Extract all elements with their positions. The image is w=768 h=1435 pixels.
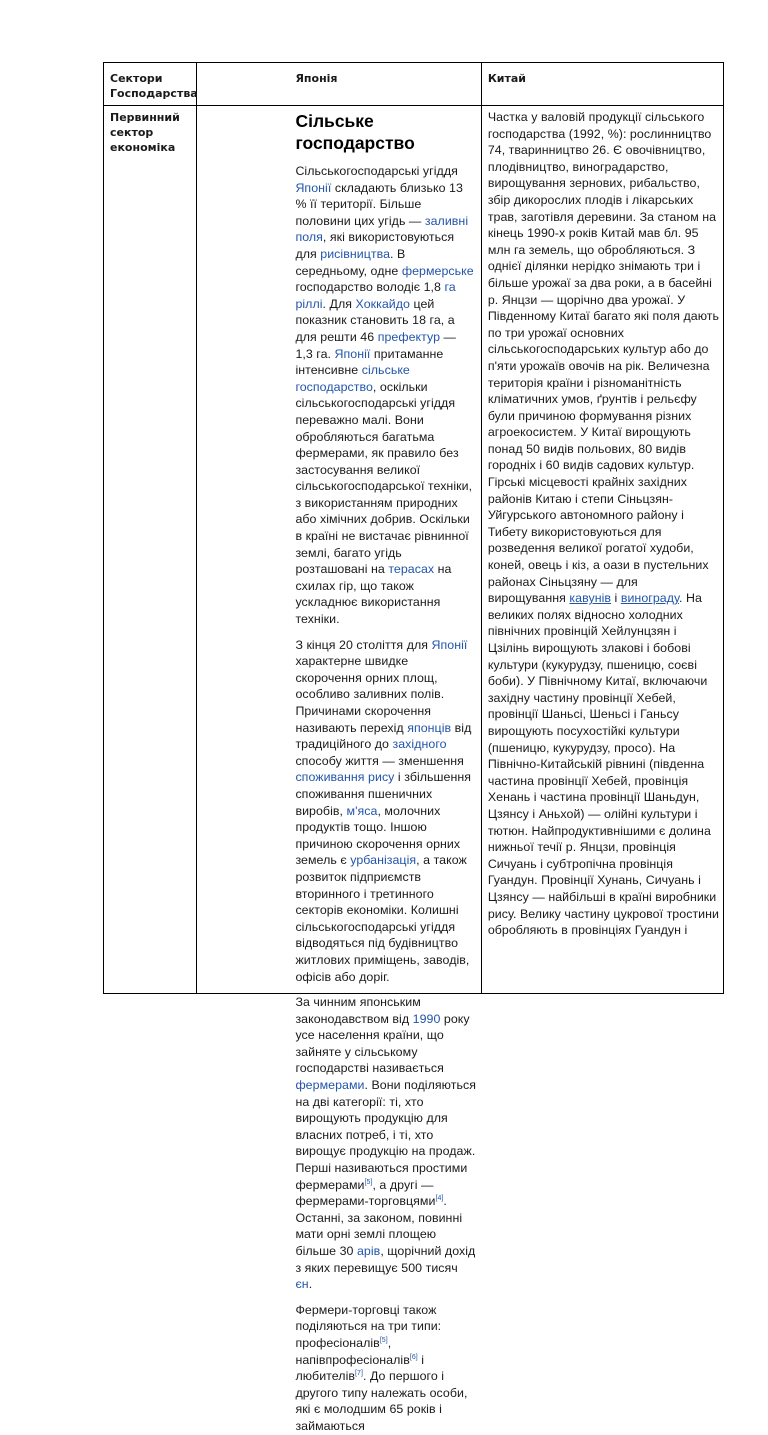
footnote-ref[interactable]: [7] bbox=[355, 1370, 363, 1378]
text-run: . До першого і другого типу належать особи, які є молодшим 65 років і займаються bbox=[295, 1369, 468, 1433]
text-run: від традиційного до bbox=[295, 720, 472, 752]
text-run: цей показник становить 18 га, а для решти 46 bbox=[295, 296, 455, 344]
wiki-link[interactable]: терасах bbox=[388, 562, 435, 577]
primary-sector-row bbox=[104, 106, 724, 994]
text-run: , напівпрофесіоналів bbox=[295, 1335, 410, 1367]
text-run: , а також розвиток підприємств вторинного і третинного секторів економіки. Колишні сільськогосподарські угіддя відводяться під будівництво житлових приміщень, заводів, офісів або доріг. bbox=[295, 853, 470, 984]
text-run: З кінця 20 століття для bbox=[295, 637, 432, 652]
wiki-link[interactable]: фермерами bbox=[295, 1078, 365, 1093]
footnote-ref[interactable]: [6] bbox=[409, 1353, 418, 1361]
underlined-link[interactable]: кавунів bbox=[569, 591, 612, 606]
text-run: . В середньому, одне bbox=[295, 246, 406, 278]
wiki-link[interactable]: рисівництва bbox=[320, 246, 391, 261]
text-run: способу життя — зменшення bbox=[295, 753, 464, 768]
text-run: року усе населення країни, що зайняте у сільському господарстві називається bbox=[295, 1011, 470, 1076]
sector-label: Первинний сектор економіка bbox=[104, 106, 197, 994]
japan-paragraph-2 bbox=[295, 637, 476, 985]
wiki-link[interactable]: заливні поля bbox=[295, 213, 469, 245]
china-cell bbox=[481, 106, 723, 994]
text-run: За чинним японським законодавством від bbox=[295, 995, 421, 1026]
text-run: , щорічний дохід з яких перевищує 500 тисяч bbox=[295, 1244, 476, 1275]
text-run: Сільськогосподарські угіддя bbox=[295, 164, 458, 178]
text-run: . Для bbox=[322, 296, 356, 311]
text-run: , які використовуються для bbox=[295, 230, 455, 261]
wiki-link[interactable]: споживання рису bbox=[295, 770, 395, 785]
header-china: Китай bbox=[481, 63, 723, 106]
japan-paragraph-3 bbox=[295, 994, 476, 1293]
japan-cell bbox=[197, 106, 481, 1433]
wiki-link[interactable]: японців bbox=[407, 720, 452, 735]
footnote-ref[interactable]: [5] bbox=[379, 1336, 388, 1344]
japan-section-title: Сільське господарство bbox=[295, 111, 415, 153]
header-japan: Японія bbox=[197, 63, 481, 106]
text-run: . Останні, за законом, повинні мати орні землі площею більше 30 bbox=[295, 1194, 463, 1258]
text-run: і bbox=[611, 591, 621, 606]
text-run: , молочних продуктів тощо. Іншою причиною скорочення орних земель є bbox=[295, 803, 461, 868]
japan-paragraph-1 bbox=[295, 163, 476, 628]
header-sectors: Сектори Господарства bbox=[104, 63, 197, 106]
text-run: і збільшення споживання пшеничних виробів, bbox=[295, 770, 472, 818]
text-run: . На великих полях відносно холодних північних провінцій Хейлунцзян і Цзілінь вирощують злакові і бобові культури (кукурудзу, пшеницю, соєві боби). У Північному Китаї, включаючи західну частину провінції Хебей, провінції Шаньсі, Шеньсі і Ганьсу вирощують посухостійкі культури (пшеницю, кукурудзу, просо). На Північно-Китайській рівнині (південна частина провінції Хебей, провінція Хенань і частина провінції Шаньдун, Цзянсу і Аньхой) — олійні культури і тютюн. Найпродуктивнішими є долина нижньої течії р. Янцзи, провінція Сичуань і субтропічна провінція Гуандун. Провінції Хунань, Сичуань і Цзянсу — найбільші в країні виробники рису. Велику частину цукрової тростини обробляють в провінціях Гуандун і bbox=[487, 591, 719, 938]
wiki-link[interactable]: м'яса bbox=[346, 803, 378, 818]
text-run: , а другі — фермерами-торговцями bbox=[295, 1177, 436, 1209]
china-text bbox=[488, 109, 719, 992]
wiki-link[interactable]: сільське господарство bbox=[295, 363, 410, 394]
text-run: притаманне інтенсивне bbox=[295, 346, 444, 378]
text-run: . bbox=[308, 1277, 313, 1292]
text-run: . Вони поділяються на дві категорії: ті, хто вирощують продукцію для власних потреб, і ті, хто вирощує продукцію на продаж. Перші називаються простими фермерами bbox=[295, 1078, 476, 1192]
wiki-link[interactable]: західного bbox=[392, 737, 447, 752]
wiki-link[interactable]: єн bbox=[295, 1277, 309, 1292]
text-run: , оскільки сільськогосподарські угіддя переважно малі. Вони обробляються багатьма фермерами, як правило без застосування великої сільськогосподарської техніки, з використанням природних або хімічних добрив. Оскільки в країні не вистачає рівнинної землі, багато угідь розташовані на bbox=[295, 379, 473, 577]
sectors-table bbox=[103, 62, 724, 1433]
wiki-link[interactable]: Японії bbox=[431, 637, 468, 652]
wiki-link[interactable]: арів bbox=[356, 1244, 381, 1258]
wiki-link[interactable]: урбанізація bbox=[350, 853, 417, 868]
wiki-link[interactable]: 1990 bbox=[412, 1011, 441, 1026]
text-run: Частка у валовій продукції сільського господарства (1992, %): рослинництво 74, тваринництво 26. Є овочівництво, плодівництво, виноградарство, вирощування зернових, рибальство, збір дикорослих плодів і лікарських трав, заготівля деревини. За станом на кінець 1990-х років Китай мав бл. 95 млн га земель, що обробляються. З однієї ділянки нерідко знімають три і більше урожаї за два роки, а в басейні р. Янцзи — щорічно два урожаї. У Південному Китаї багато які поля дають по три урожаї основних сільськогосподарських культур або до п'яти урожаїв овочів на рік. Величезна територія країни і різноманітність кліматичних умов, ґрунтів і рельєфу були причиною формування різних агроекосистем. У Китаї вирощують понад 50 видів польових, 80 видів городніх і 60 видів садових культур. Гірські місцевості крайніх західних районів Китаю і степи Сіньцзян-Уйгурського автономного району і Тибету використовуються для розведення великої рогатої худоби, коней, овець і кіз, а оази в пустельних районах Сіньцзяну — для вирощування bbox=[487, 110, 720, 606]
japan-paragraph-4 bbox=[295, 1302, 476, 1435]
footnote-ref[interactable]: [5] bbox=[364, 1178, 373, 1186]
text-run: складають близько 13 % її території. Більше половини цих угідь — bbox=[295, 180, 463, 228]
wiki-link[interactable]: фермерське bbox=[401, 263, 474, 278]
wiki-link[interactable]: га ріллі bbox=[295, 280, 456, 311]
wiki-link[interactable]: Хоккайдо bbox=[355, 296, 410, 311]
text-run: Фермери-торговці також поділяються на три типи: професіоналів bbox=[295, 1302, 442, 1350]
wiki-link[interactable]: Японії bbox=[295, 180, 332, 195]
underlined-link[interactable]: винограду bbox=[620, 591, 680, 606]
text-run: на схилах гір, що також ускладнює використання техніки. bbox=[295, 562, 452, 627]
footnote-ref[interactable]: [4] bbox=[435, 1195, 444, 1203]
header-row bbox=[104, 63, 724, 106]
text-run: характерне швидке скорочення орних площ, особливо заливних полів. Причинами скорочення називають перехід bbox=[295, 654, 445, 735]
text-run: господарство володіє 1,8 bbox=[295, 280, 445, 295]
text-run: і любителів bbox=[295, 1352, 425, 1384]
text-run: — 1,3 га. bbox=[295, 329, 456, 361]
wiki-link[interactable]: префектур bbox=[377, 329, 441, 344]
wiki-link[interactable]: Японії bbox=[334, 346, 371, 361]
